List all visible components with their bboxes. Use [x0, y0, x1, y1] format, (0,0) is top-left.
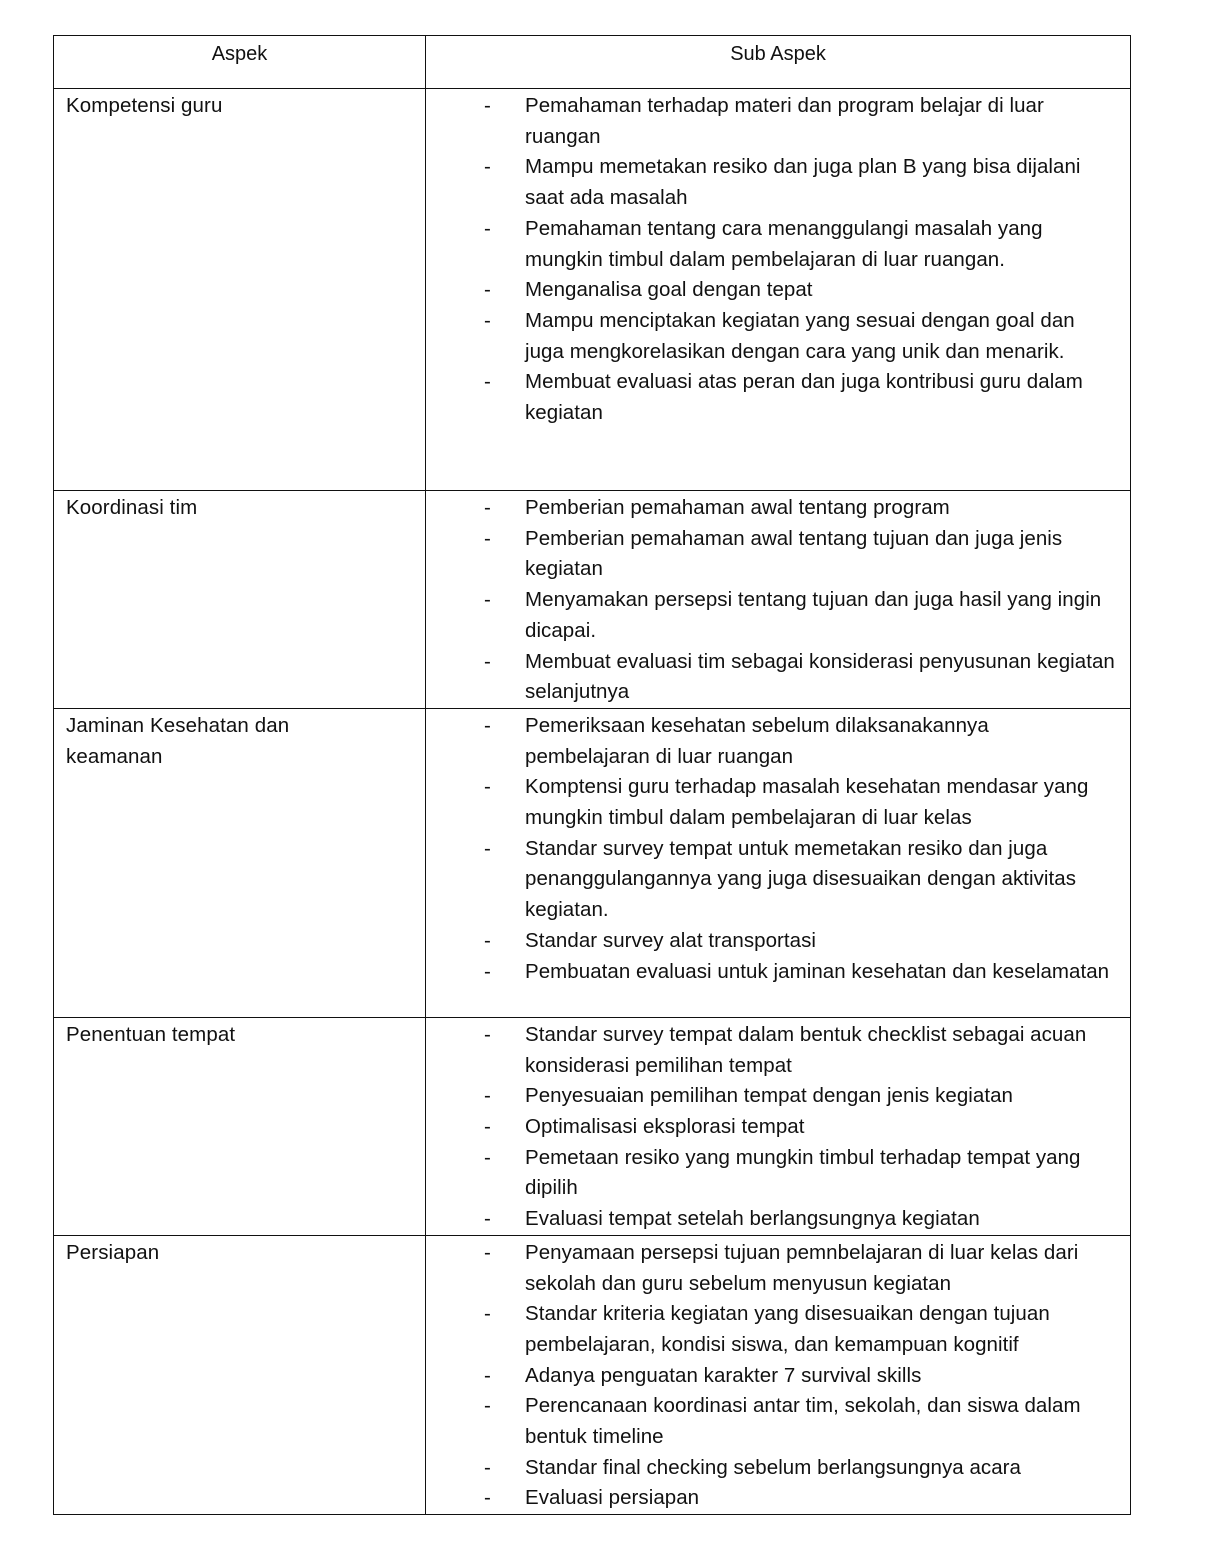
- aspek-cell: Koordinasi tim: [54, 491, 426, 709]
- sub-aspek-item: [426, 1204, 1116, 1235]
- sub-aspek-item: [426, 772, 1116, 833]
- dash-bullet-icon: -: [484, 1022, 491, 1046]
- sub-aspek-item: [426, 275, 1116, 306]
- sub-aspek-item: [426, 1081, 1116, 1112]
- dash-bullet-icon: -: [484, 928, 491, 952]
- sub-aspek-item: [426, 1143, 1116, 1204]
- sub-aspek-item: [426, 152, 1116, 213]
- dash-bullet-icon: -: [484, 1084, 491, 1108]
- dash-bullet-icon: -: [484, 370, 491, 394]
- sub-aspek-item: [426, 91, 1116, 152]
- sub-aspek-text: Optimalisasi eksplorasi tempat: [525, 1115, 805, 1139]
- sub-aspek-text: Menyamakan persepsi tentang tujuan dan juga hasil yang ingin dicapai.: [525, 588, 1102, 642]
- dash-bullet-icon: -: [484, 959, 491, 983]
- sub-aspek-text: Mampu menciptakan kegiatan yang sesuai dengan goal dan juga mengkorelasikan dengan cara yang unik dan menarik.: [525, 308, 1075, 363]
- sub-aspek-cell: [426, 89, 1131, 491]
- dash-bullet-icon: -: [484, 155, 491, 179]
- dash-bullet-icon: -: [484, 278, 491, 302]
- sub-aspek-text: Standar final checking sebelum berlangsungnya acara: [525, 1455, 1022, 1479]
- dash-bullet-icon: -: [484, 308, 491, 332]
- sub-aspek-item: [426, 306, 1116, 367]
- sub-aspek-text: Komptensi guru terhadap masalah kesehatan mendasar yang mungkin timbul dalam pembelajaran di luar kelas: [525, 775, 1089, 830]
- dash-bullet-icon: -: [484, 1240, 491, 1264]
- sub-aspek-item: [426, 647, 1116, 708]
- sub-aspek-item: [426, 1238, 1116, 1299]
- sub-aspek-item: [426, 214, 1116, 275]
- dash-bullet-icon: -: [484, 1486, 491, 1510]
- aspek-cell: Jaminan Kesehatan dan keamanan: [54, 708, 426, 1017]
- header-aspek: Aspek: [54, 36, 426, 89]
- dash-bullet-icon: -: [484, 1207, 491, 1231]
- sub-aspek-text: Membuat evaluasi tim sebagai konsiderasi penyusunan kegiatan selanjutnya: [525, 649, 1115, 704]
- sub-aspek-cell: [426, 1017, 1131, 1235]
- sub-aspek-text: Pembuatan evaluasi untuk jaminan kesehatan dan keselamatan: [525, 959, 1110, 983]
- sub-aspek-list: [426, 1238, 1116, 1514]
- sub-aspek-cell: [426, 491, 1131, 709]
- sub-aspek-text: Perencanaan koordinasi antar tim, sekolah, dan siswa dalam bentuk timeline: [525, 1394, 1081, 1449]
- dash-bullet-icon: -: [484, 526, 491, 550]
- sub-aspek-list: [426, 711, 1116, 987]
- sub-aspek-list: [426, 91, 1116, 429]
- dash-bullet-icon: -: [484, 836, 491, 860]
- sub-aspek-item: [426, 834, 1116, 926]
- sub-aspek-text: Mampu memetakan resiko dan juga plan B yang bisa dijalani saat ada masalah: [525, 155, 1081, 210]
- table-row: [54, 1017, 1131, 1235]
- dash-bullet-icon: -: [484, 94, 491, 117]
- sub-aspek-text: Evaluasi persiapan: [525, 1486, 700, 1510]
- sub-aspek-item: [426, 367, 1116, 428]
- dash-bullet-icon: -: [484, 1394, 491, 1418]
- sub-aspek-text: Pemetaan resiko yang mungkin timbul terhadap tempat yang dipilih: [525, 1145, 1081, 1200]
- sub-aspek-text: Membuat evaluasi atas peran dan juga kontribusi guru dalam kegiatan: [525, 370, 1083, 425]
- sub-aspek-item: [426, 585, 1116, 646]
- sub-aspek-text: Standar survey tempat dalam bentuk checklist sebagai acuan konsiderasi pemilihan tempat: [525, 1022, 1087, 1077]
- sub-aspek-item: [426, 1391, 1116, 1452]
- sub-aspek-item: [426, 711, 1116, 772]
- sub-aspek-text: Pemahaman tentang cara menanggulangi masalah yang mungkin timbul dalam pembelajaran di luar ruangan.: [525, 216, 1043, 271]
- sub-aspek-item: [426, 1299, 1116, 1360]
- dash-bullet-icon: -: [484, 1302, 491, 1326]
- sub-aspek-item: [426, 1453, 1116, 1484]
- sub-aspek-item: [426, 1361, 1116, 1392]
- dash-bullet-icon: -: [484, 649, 491, 673]
- sub-aspek-text: Evaluasi tempat setelah berlangsungnya kegiatan: [525, 1207, 980, 1231]
- sub-aspek-text: Penyesuaian pemilihan tempat dengan jenis kegiatan: [525, 1084, 1014, 1108]
- header-sub-aspek: Sub Aspek: [426, 36, 1131, 89]
- dash-bullet-icon: -: [484, 713, 491, 737]
- dash-bullet-icon: -: [484, 216, 491, 240]
- sub-aspek-text: Menganalisa goal dengan tepat: [525, 278, 813, 302]
- sub-aspek-list: [426, 493, 1116, 708]
- aspek-cell: Kompetensi guru: [54, 89, 426, 491]
- sub-aspek-text: Penyamaan persepsi tujuan pemnbelajaran di luar kelas dari sekolah dan guru sebelum menyusun kegiatan: [525, 1240, 1079, 1295]
- dash-bullet-icon: -: [484, 588, 491, 612]
- dash-bullet-icon: -: [484, 775, 491, 799]
- sub-aspek-item: [426, 926, 1116, 957]
- dash-bullet-icon: -: [484, 1363, 491, 1387]
- sub-aspek-item: [426, 957, 1116, 988]
- sub-aspek-text: Standar survey alat transportasi: [525, 928, 817, 952]
- sub-aspek-item: [426, 1112, 1116, 1143]
- sub-aspek-item: [426, 1483, 1116, 1514]
- dash-bullet-icon: -: [484, 496, 491, 519]
- sub-aspek-item: [426, 524, 1116, 585]
- aspek-cell: Penentuan tempat: [54, 1017, 426, 1235]
- sub-aspek-text: Pemahaman terhadap materi dan program belajar di luar ruangan: [525, 94, 1044, 148]
- table-row: [54, 89, 1131, 491]
- table-row: [54, 491, 1131, 709]
- sub-aspek-cell: [426, 708, 1131, 1017]
- sub-aspek-text: Adanya penguatan karakter 7 survival skills: [525, 1363, 922, 1387]
- table-row: [54, 708, 1131, 1017]
- dash-bullet-icon: -: [484, 1145, 491, 1169]
- sub-aspek-item: [426, 493, 1116, 524]
- table-row: [54, 1235, 1131, 1514]
- aspek-table: [53, 35, 1131, 1515]
- sub-aspek-item: [426, 1020, 1116, 1081]
- sub-aspek-text: Pemeriksaan kesehatan sebelum dilaksanakannya pembelajaran di luar ruangan: [525, 713, 989, 768]
- sub-aspek-text: Pemberian pemahaman awal tentang tujuan dan juga jenis kegiatan: [525, 526, 1063, 581]
- sub-aspek-text: Standar survey tempat untuk memetakan resiko dan juga penanggulangannya yang juga disesuaikan dengan aktivitas kegiatan.: [525, 836, 1077, 922]
- dash-bullet-icon: -: [484, 1115, 491, 1139]
- header-row: [54, 36, 1131, 89]
- sub-aspek-text: Standar kriteria kegiatan yang disesuaikan dengan tujuan pembelajaran, kondisi siswa, dan kemampuan kognitif: [525, 1302, 1050, 1356]
- dash-bullet-icon: -: [484, 1455, 491, 1479]
- sub-aspek-cell: [426, 1235, 1131, 1514]
- sub-aspek-list: [426, 1020, 1116, 1235]
- aspek-cell: Persiapan: [54, 1235, 426, 1514]
- sub-aspek-text: Pemberian pemahaman awal tentang program: [525, 496, 950, 519]
